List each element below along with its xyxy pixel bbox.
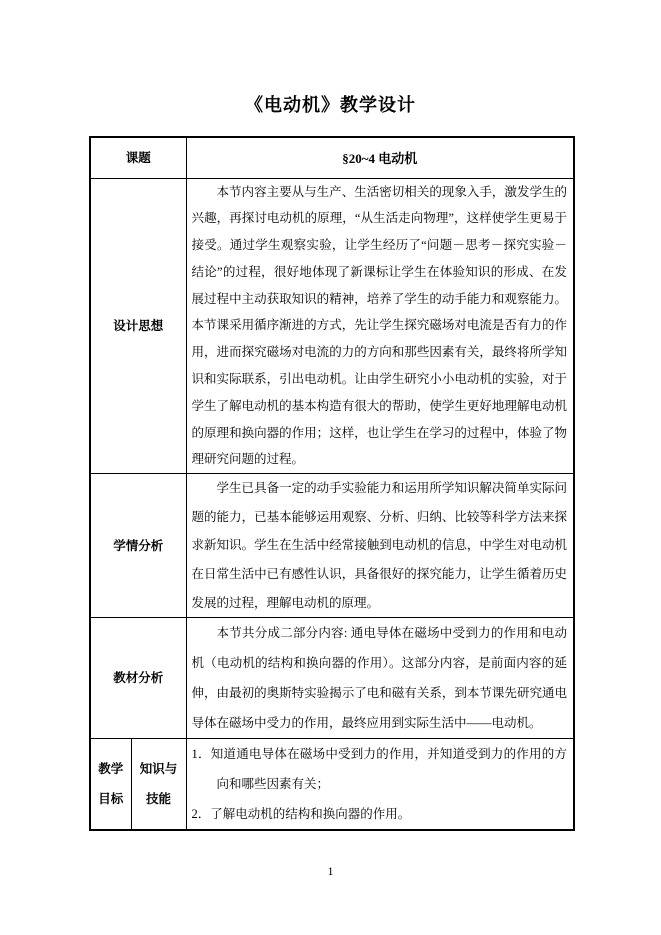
knowledge-skills-label: 知识与技能 bbox=[139, 762, 178, 807]
topic-label: 课题 bbox=[125, 150, 151, 165]
teaching-goals-label-cell bbox=[90, 739, 131, 831]
design-idea-paragraph: 本节内容主要从与生产、生活密切相关的现象入手，激发学生的兴趣，再探讨电动机的原理，“从生活走向物理”，这样使学生更易于接受。通过学生观察实验，让学生经历了“问题－思考－探究实验－结论”的过程，很好地体现了新课标让学生在体验知识的形成、在发展过程中主动获取知识的精神，培养了学生的动手能力和观察能力。本节课采用循序渐进的方式，先让学生探究磁场对电流是否有力的作用，进而探究磁场对电流的力的方向和那些因素有关，最终将所学知识和实际联系，引出电动机。让由学生研究小小电动机的实验，对于学生了解电动机的基本构造有很大的帮助，使学生更好地理解电动机的原理和换向器的作用；这样，也让学生在学习的过程中，体验了物理研究问题的过程。 bbox=[191, 184, 568, 467]
learner-analysis-label: 学情分析 bbox=[113, 538, 164, 553]
table-row-textbook-analysis bbox=[90, 618, 574, 739]
design-idea-label: 设计思想 bbox=[113, 318, 164, 333]
goal-item-2: 2．了解电动机的结构和换向器的作用。 bbox=[191, 807, 411, 822]
goal-item-1: 1．知道通电导体在磁场中受到力的作用，并知道受到力的作用的方向和哪些因素有关； bbox=[191, 747, 568, 792]
teaching-goals-content-cell bbox=[186, 739, 574, 831]
teaching-goals-label: 教学目标 bbox=[98, 762, 124, 807]
design-idea-content-cell bbox=[186, 178, 574, 474]
textbook-analysis-paragraph: 本节共分成二部分内容: 通电导体在磁场中受到力的作用和电动机（电动机的结构和换向器的作用）。这部分内容，是前面内容的延伸，由最初的奥斯特实验揭示了电和磁有关系，到本节课先研究通电导体在磁场中受力的作用，最终应用到实际生活中——电动机。 bbox=[191, 626, 568, 731]
table-row-topic bbox=[90, 137, 574, 178]
table-row-design-idea bbox=[90, 178, 574, 474]
knowledge-skills-label-cell bbox=[131, 739, 186, 831]
learner-analysis-content-cell bbox=[186, 474, 574, 618]
learner-analysis-paragraph: 学生已具备一定的动手实验能力和运用所学知识解决简单实际问题的能力，已基本能够运用观察、分析、归纳、比较等科学方法来探求新知识。学生在生活中经常接触到电动机的信息，中学生对电动机在日常生活中已有感性认识，具备很好的探究能力，让学生循着历史发展的过程，理解电动机的原理。 bbox=[191, 481, 568, 610]
teaching-design-table bbox=[89, 136, 575, 831]
textbook-analysis-label-cell bbox=[90, 618, 186, 739]
textbook-analysis-content-cell bbox=[186, 618, 574, 739]
table-row-teaching-goals bbox=[90, 739, 574, 831]
table-row-learner-analysis bbox=[90, 474, 574, 618]
page-number: 1 bbox=[327, 864, 334, 878]
design-idea-label-cell bbox=[90, 178, 186, 474]
topic-value: §20~4 电动机 bbox=[186, 137, 574, 178]
learner-analysis-label-cell bbox=[90, 474, 186, 618]
page-title: 《电动机》教学设计 bbox=[245, 95, 416, 115]
textbook-analysis-label: 教材分析 bbox=[113, 671, 164, 686]
topic-label-cell bbox=[90, 137, 186, 178]
